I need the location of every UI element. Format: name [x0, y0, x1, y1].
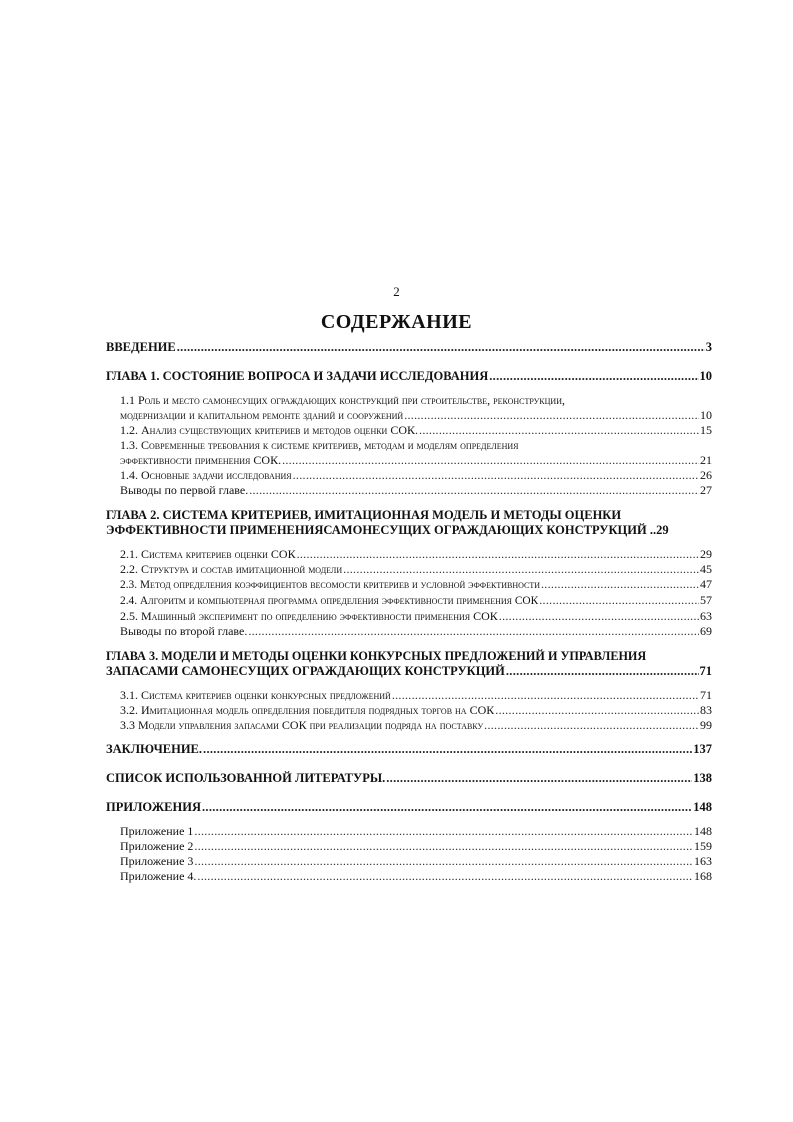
toc-entry-label: ЗАКЛЮЧЕНИЕ.	[106, 742, 203, 756]
dot-leader	[495, 703, 699, 718]
toc-entry-conclusion[interactable]	[106, 742, 712, 757]
toc-entry-3-1[interactable]	[106, 688, 712, 703]
toc-entry-appendix-4[interactable]	[106, 869, 712, 884]
toc-entry-label: 3.1. Система критериев оценки конкурсных предложений	[120, 688, 391, 702]
dot-leader	[202, 800, 692, 815]
dot-leader	[177, 340, 705, 355]
toc-entry-page: 63	[700, 609, 712, 623]
dot-leader	[194, 839, 693, 854]
toc-entry-label: Выводы по первой главе.	[120, 483, 249, 497]
toc-entry-page: 71	[699, 664, 712, 678]
dot-leader	[197, 869, 693, 884]
dot-leader	[419, 423, 699, 438]
toc-entry-label: 3.2. Имитационная модель определения победителя подрядных торгов на СОК	[120, 703, 495, 717]
dot-leader	[499, 609, 699, 624]
toc-entry-intro[interactable]	[106, 340, 712, 355]
toc-entry-page: 21	[700, 453, 712, 467]
toc-entry-page: 27	[700, 483, 712, 497]
dot-leader	[194, 824, 693, 839]
toc-entry-label: модернизации и капитальном ремонте зданий и сооружений	[120, 408, 404, 422]
dot-leader	[248, 624, 699, 639]
dot-leader	[541, 577, 699, 592]
toc-entry-1-1[interactable]	[106, 393, 712, 423]
toc-entry-chapter-2[interactable]	[106, 507, 712, 538]
toc-entry-1-2[interactable]	[106, 423, 712, 438]
toc-entry-page: 137	[693, 742, 712, 756]
toc-entry-page: 159	[694, 839, 712, 853]
toc-entry-label: ГЛАВА 1. СОСТОЯНИЕ ВОПРОСА И ЗАДАЧИ ИССЛЕДОВАНИЯ	[106, 369, 489, 383]
toc-entry-label: ЭФФЕКТИВНОСТИ ПРИМЕНЕНИЯСАМОНЕСУЩИХ ОГРАЖДАЮЩИХ КОНСТРУКЦИЙ ..	[106, 523, 657, 537]
toc-entry-2-conclusions[interactable]	[106, 624, 712, 639]
page-title: СОДЕРЖАНИЕ	[320, 311, 473, 333]
toc-entry-page: 15	[700, 423, 712, 437]
toc-entry-page: 57	[700, 593, 712, 607]
toc-entry-appendix-2[interactable]	[106, 839, 712, 854]
toc-entry-2-3[interactable]	[106, 577, 712, 593]
dot-leader	[293, 468, 699, 483]
toc-entry-label-line1: 1.3. Современные требования к системе критериев, методам и моделям определения	[120, 438, 519, 452]
toc-entry-chapter-1[interactable]	[106, 369, 712, 384]
toc-entry-2-4[interactable]	[106, 593, 712, 609]
toc-entry-references[interactable]	[106, 771, 712, 786]
toc-entry-page: 3	[705, 340, 712, 354]
toc-entry-label: ЗАПАСАМИ САМОНЕСУЩИХ ОГРАЖДАЮЩИХ КОНСТРУКЦИЙ	[106, 664, 505, 678]
dot-leader	[297, 547, 699, 562]
toc-entry-3-3[interactable]	[106, 718, 712, 733]
dot-leader	[539, 593, 699, 608]
toc-entry-label: 2.5. Машинный эксперимент по определению эффективности применения СОК	[120, 609, 498, 623]
dot-leader	[343, 562, 699, 577]
toc-entry-label-line1: ГЛАВА 3. МОДЕЛИ И МЕТОДЫ ОЦЕНКИ КОНКУРСНЫХ ПРЕДЛОЖЕНИЙ И УПРАВЛЕНИЯ	[106, 649, 647, 663]
toc-entry-page: 29	[700, 547, 712, 561]
toc-entry-label: 2.1. Система критериев оценки СОК	[120, 547, 296, 561]
toc-entry-label-line1: ГЛАВА 2. СИСТЕМА КРИТЕРИЕВ, ИМИТАЦИОННАЯ МОДЕЛЬ И МЕТОДЫ ОЦЕНКИ	[106, 508, 622, 522]
dot-leader	[203, 742, 692, 757]
toc-entry-1-4[interactable]	[106, 468, 712, 483]
toc-entry-page: 148	[693, 800, 712, 814]
dot-leader	[194, 854, 693, 869]
toc-entry-label: Выводы по второй главе.	[120, 624, 248, 638]
toc-entry-page: 10	[699, 369, 712, 383]
toc-entry-label: 2.4. Алгоритм и компьютерная программа определения эффективности применения СОК	[120, 595, 539, 607]
toc-entry-appendices[interactable]	[106, 800, 712, 815]
toc-entry-page: 10	[700, 408, 712, 422]
toc-entry-label: ВВЕДЕНИЕ	[106, 340, 176, 354]
toc-entry-page: 83	[700, 703, 712, 717]
toc-entry-page: 99	[700, 718, 712, 732]
toc-entry-label: 2.3. Метод определения коэффициентов весомости критериев и условной эффективности	[120, 579, 540, 591]
dot-leader	[506, 664, 699, 679]
dot-leader	[392, 688, 699, 703]
toc-entry-label: Приложение 1	[120, 824, 194, 838]
toc-entry-2-1[interactable]	[106, 547, 712, 562]
dot-leader	[404, 408, 699, 423]
toc-entry-label: Приложение 3	[120, 854, 194, 868]
toc-entry-label: СПИСОК ИСПОЛЬЗОВАННОЙ ЛИТЕРАТУРЫ.	[106, 771, 386, 785]
toc-entry-page: 45	[700, 562, 712, 576]
dot-leader	[489, 369, 698, 384]
toc-entry-page: 69	[700, 624, 712, 638]
dot-leader	[386, 771, 692, 786]
toc-entry-page: 148	[694, 824, 712, 838]
toc-entry-page: 138	[693, 771, 712, 785]
toc-entry-page: 168	[694, 869, 712, 883]
dot-leader	[282, 453, 699, 468]
dot-leader	[484, 718, 699, 733]
table-of-contents	[106, 340, 712, 884]
toc-entry-label: 3.3 Модели управления запасами СОК при реализации подряда на поставку	[120, 718, 484, 732]
toc-entry-page: 47	[700, 577, 712, 591]
toc-entry-label: Приложение 2	[120, 839, 194, 853]
toc-entry-label-line1: 1.1 Роль и место самонесущих ограждающих конструкций при строительстве, реконструкции,	[120, 393, 565, 407]
page-number: 2	[393, 284, 400, 299]
toc-entry-label: 1.4. Основные задачи исследования	[120, 468, 292, 482]
toc-entry-page: 29	[656, 523, 669, 537]
toc-entry-appendix-1[interactable]	[106, 824, 712, 839]
toc-entry-label: ПРИЛОЖЕНИЯ	[106, 800, 201, 814]
toc-entry-label: 2.2. Структура и состав имитационной модели	[120, 562, 343, 576]
dot-leader	[249, 483, 699, 498]
toc-entry-page: 163	[694, 854, 712, 868]
toc-entry-1-3[interactable]	[106, 438, 712, 468]
toc-entry-page: 71	[700, 688, 712, 702]
toc-entry-chapter-3[interactable]	[106, 648, 712, 679]
toc-entry-3-2[interactable]	[106, 703, 712, 718]
toc-entry-appendix-3[interactable]	[106, 854, 712, 869]
toc-entry-page: 26	[700, 468, 712, 482]
toc-entry-2-2[interactable]	[106, 562, 712, 577]
toc-entry-2-5[interactable]	[106, 609, 712, 624]
toc-entry-label: Приложение 4.	[120, 869, 197, 883]
toc-entry-label: эффективности применения СОК.	[120, 453, 282, 467]
toc-entry-1-conclusions[interactable]	[106, 483, 712, 498]
toc-entry-label: 1.2. Анализ существующих критериев и методов оценки СОК.	[120, 423, 419, 437]
